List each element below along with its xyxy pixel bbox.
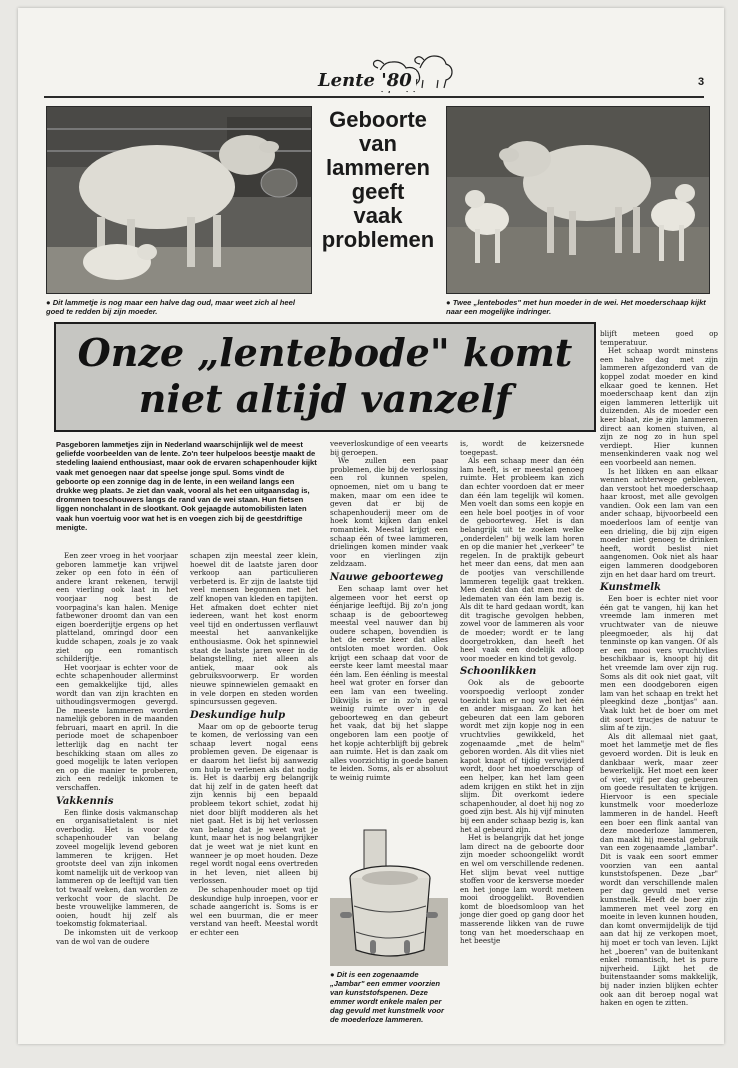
paragraph: Als een schaap meer dan één lam heeft, is er meestal genoeg ruimte. Het probleem kan zich dan echter voordoen dat er meer dan één lam tegelijk wil komen. Men voelt dan soms een kopje en een hele boel pootjes in of voor de geboorteweg. Het is dan belangrijk uit te zoeken welke „onderdelen" bij welk lam horen en op die manier het „verkeer" te regelen. In de praktijk gebeurt het meer dan eens, dat men aan de pootjes van verschillende lammeren tegelijk gaat trekken. Men denkt dan dat men met de ledematen van één lam bezig is. Als dit te hard gedaan wordt, kan dit tragische gevolgen hebben, zowel voor de lammeren als voor de moeder; wordt er te lang doorgetrokken, dan heeft het heel vaak een dodelijk afloop voor moeder en kind tot gevolg.	[460, 456, 584, 663]
newspaper-page	[18, 8, 724, 1044]
sub-headline-line: van	[359, 131, 397, 156]
paragraph: Het schaap wordt minstens een halve dag met zijn lammeren afgezonderd van de koppel zodat moeder en kind elkaar goed te kennen. Het moederschaap kent dan zijn eigen lammeren letterlijk uit duizenden. Als de moeder een keer blaat, zie je zijn lammeren direct aan komen stuiven, al zijn ze nog zo in hun spel verdiept. Hier kunnen mensenkinderen vaak nog wel een voorbeeld aan nemen.	[600, 346, 718, 467]
headline-line-2: niet altijd vanzelf	[138, 376, 512, 421]
sub-headline-line: Geboorte	[329, 107, 427, 132]
paragraph: Ook als de geboorte voorspoedig verloopt zonder toezicht kan er nog wel het één en ander misgaan. Zo kan het gebeuren dat een lam geboren wordt met zijn kopje nog in een vruchtvlies gewikkeld, het zogenaamde „met de helm" geboren worden. Als dit vlies niet kapot knapt of tijdig verwijderd wordt, door het moederschap of een helper, kan het lam geen adem krijgen en stikt het in zijn slijm. Dit overkomt iedere schapenhouder, al doet hij nog zo goed zijn best. Als hij vijf minuten bij een ander schaap bezig is, kan het al gebeurd zijn.	[460, 678, 584, 834]
paragraph: Is het likken en aan elkaar wennen achterwege gebleven, dan verstoot het moederschaap haar kroost, met alle gevolgen vandien. Ook een lam van een ander schaap, bijvoorbeeld een moederloos lam of eentje van een drieling, die bij zijn eigen moeder niet genoeg te drinken heeft, wordt beslist niet aangenomen. Ook niet als haar eigen lammeren doodgeboren zijn en het daar hard om treurt.	[600, 466, 718, 579]
sub-headline-line: problemen	[321, 227, 435, 252]
sub-headline	[312, 108, 444, 252]
article-column-3	[330, 440, 448, 783]
paragraph: Als dit allemaal niet gaat, moet het lammetje met de fles gevoerd worden. Dit is leuk en dankbaar werk, maar zeer bewerkelijk. Het moet een keer of vier, vijf per dag gebeuren om goede resultaten te krijgen. Hiervoor is een speciale kunstmelk voor moederloze lammeren in de handel. Heeft een boer een flink aantal van deze moederloze lammeren, dan maakt hij meestal gebruik van een zogenaamde „lambar". Dit is vaak een soort emmer voorzien van een aantal kunststofspenen. Deze „bar" wordt dan verschillende malen per dag gevuld met verse kunstmelk. Heeft de boer zijn lammeren met veel zorg en moeite in leven kunnen houden, dan komt onvermijdelijk de tijd aan dat hij ze verkopen moet, hij moet er toch van leven. Lijkt het „boeren" van de buitenkant enkel romantisch, het is pure nijverheid. Lijkt het de buitenstaander soms makkelijk, bij nader inzien blijken echter ook aan dit beroep nogal wat haken en ogen te zitten.	[600, 731, 718, 1008]
subheading-vakkennis: Vakkennis	[56, 795, 114, 807]
photo-caption-right: ● Twee „lentebodes" met hun moeder in de wei. Het moederschaap kijkt naar een mogelijke indringer.	[446, 298, 706, 316]
paragraph: Het is belangrijk dat het jonge lam direct na de geboorte door zijn moeder schoongelikt wordt en wel om verschillende redenen. Het slijm bevat veel nuttige stoffen voor de kersverse moeder en het jonge lam wordt meteen mooi drooggelikt. Bovendien komt de bloedsomloop van het jonge dier goed op gang door het masserende likken van de ruwe tong van het moederschaap en het beestje	[460, 833, 584, 946]
header-rule	[44, 96, 704, 98]
lead-paragraph: Pasgeboren lammetjes zijn in Nederland waarschijnlijk wel de meest geliefde voorbeelden van de lente. Zo'n teer hulpeloos beestje maakt de stedeling laaiend enthousiast, maar ook de ervaren schapenhouder kijkt vaak met genoegen naar dat speelse jonge spul. Soms vindt de geboorte op een zonnige dag in de lente, in een weiland langs een drukke weg plaats. Je ziet dan vaak, vooral als het een uitgaansdag is, drommen toeschouwers langs de rand van de wei staan. Hun fietsen liggen nonchalant in de slootkant. Ook gejaagde automobilisten laten vaak hun voertuig voor wat het is en voegen zich bij de geestdriftige menigte.	[56, 440, 317, 532]
paragraph: Een boer is echter niet voor één gat te vangen, hij kan het vreemde lam inmeren met vruchtwater van de nieuwe pleegmoeder, als hij dat tenminste op kan vangen. Of als er een mooi vers vruchtvlies beschikbaar is, knoopt hij dit het vreemde lam over zijn rug. Soms als dit ook niet gaat, vilt men een doodgeboren eigen lam van het schaap en trekt het pleegkind deze „bontjas" aan. Vaak lukt het de boer om met dit soort trucjes de natuur te slim af te zijn.	[600, 594, 718, 733]
paragraph: Maar om op de geboorte terug te komen, de verlossing van een schaap levert nogal eens problemen geven. De eigenaar is er daarom het liefst bij aanwezig om hulp te verlenen als dat nodig is. Het is daarbij erg belangrijk dat hij zelf in de gaten heeft dat zijn kennis bij een bepaald probleem tekort schiet, zodat hij niet door blijft modderen als het niet gaat. Het is bij het verlossen van belang dat je weet wat je kunt, maar het is nog belangrijker dat je weet wat je niet kunt en wanneer je op moet houden. Deze regel wordt nogal eens overtreden in het leven, niet alleen bij verlossen.	[190, 721, 318, 886]
subheading-schoonlikken: Schoonlikken	[460, 666, 537, 678]
article-column-4	[460, 440, 584, 946]
paragraph: veeverloskundige of een veearts bij geroepen.	[330, 439, 448, 457]
paragraph: Een flinke dosis vakmanschap en organisatietalent is niet overbodig. Het is voor de schapenhouder van belang zoveel mogelijk levend geboren lammeren te krijgen. Het grootste deel van zijn inkomen komt namelijk uit de verkoop van lammeren op de leeftijd van tien tot twaalf weken, dan worden ze verkocht voor de slacht. De beste vrouwelijke lammeren, de ooien, houdt hij zelf als toekomstig fokmateriaal.	[56, 807, 178, 929]
paragraph: is, wordt de keizersnede toegepast.	[460, 439, 584, 457]
paragraph: schapen zijn meestal zeer klein, hoewel dit de laatste jaren door verkoop aan particulieren verbeterd is. Er zijn de laatste tijd veel mensen begonnen met het zelf knopen van kleden en tapijten. Het afmaken doet echter niet iedereen, want het kost enorm veel tijd en ondertussen verflauwt meestal het aanvankelijke enthousiasme. Ook het spinnewiel staat de laatste jaren weer in de belangstelling, niet alleen als antiek, maar ook als gebruiksvoorwerp. Er worden nieuwe spinnewielen gemaakt en in vele dorpen en steden worden spincursussen gegeven.	[190, 551, 318, 707]
masthead-title: Lente '80	[314, 70, 416, 91]
paragraph: De inkomsten uit de verkoop van de wol van de oudere	[56, 927, 178, 946]
sub-headline-line: geeft	[351, 179, 405, 204]
photo-caption-left: ● Dit lammetje is nog maar een halve dag oud, maar weet zich al heel goed te redden bij zijn moeder.	[46, 298, 295, 316]
paragraph: Een schaap lamt over het algemeen voor het eerst op éénjarige leeftijd. Bij zo'n jong schaap is de geboorteweg meestal veel nauwer dan bij oudere schapen, bovendien is het de eerste keer dat alles ontsloten moet worden. Ook krijgt een schaap dat voor de eerste keer lamt meestal maar één lam. Een éénling is meestal heel wat groter en forser dan een lam van een tweeling. Dikwijls is er in zo'n geval weinig ruimte over in de geboorteweg en dan gebeurt het vaak, dat bij het slappe ongeboren lam een pootje of het kopje achterblijft bij gebrek aan ruimte. Het is dan zaak om alles voorzichtig in goede banen te leiden. Soms, als er absoluut te weinig ruimte	[330, 583, 449, 782]
photo-ewe-with-lamb	[46, 106, 312, 294]
article-column-2	[190, 552, 318, 938]
lambar-bucket-illustration	[330, 828, 448, 966]
paragraph: De schapenhouder moet op tijd deskundige hulp inroepen, voor er schade aangericht is. Soms is er wel een buurman, die er meer verstand van heeft. Meestal wordt er echter een	[190, 884, 318, 937]
paragraph: blijft meteen goed op temperatuur.	[600, 329, 718, 347]
paragraph: We zullen een paar problemen, die bij de verlossing een rol kunnen spelen, opnoemen, niet om u bang te maken, maar om een idee te geven dat er bij de schapenhouderij meer om de hoek komt kijken dan enkel romantiek. Meestal krijgt een schaap één of twee lammeren, drielingen komen minder vaak voor en vierlingen zijn zeldzaam.	[330, 456, 448, 569]
headline-line-1: Onze „lentebode" komt	[77, 330, 573, 375]
article-column-1	[56, 552, 178, 946]
subheading-kunstmelk: Kunstmelk	[600, 582, 661, 594]
sheep-field-illustration	[447, 107, 709, 293]
sub-headline-line: lammeren	[326, 155, 430, 180]
subheading-nauwe-geboorteweg: Nauwe geboorteweg	[330, 571, 444, 583]
photo-ewe-with-two-lambs	[446, 106, 710, 294]
paragraph: Het voorjaar is echter voor de echte schapenhouder allerminst een gemakkelijke tijd, alles wordt dan van zijn krachten en uithoudingsvermogen gevergd. De meeste lammeren worden namelijk geboren in de maanden februari, maart en april. In die periode moet de schapenboer letterlijk dag en nacht ter beschikking staan om alles zo goed mogelijk te laten verlopen en op die manier te proberen, zich een redelijk inkomen te verschaffen.	[56, 662, 178, 793]
page-number: 3	[698, 76, 705, 88]
article-column-5	[600, 330, 718, 1008]
paragraph: Een zeer vroeg in het voorjaar geboren lammetje kan vrijwel zeker op een foto in één of andere krant rekenen, terwijl een vierling ook laat in het voorjaar nog best de voorpagina's kan halen. Menige fatbewoner droomt dan van een eigen boerderijtje ergens op het platteland, omringd door een kudde schapen, zoals je zo vaak ziet op een romantisch schilderijtje.	[56, 551, 178, 664]
headline-box	[54, 322, 596, 432]
headline	[56, 330, 594, 422]
illustration-caption: ● Dit is een zogenaamde „Jambar" een emmer voorzien van kunststofspenen. Deze emmer wordt enkele malen per dag gevuld met kunstmelk voor de moederloze lammeren.	[330, 970, 444, 1024]
sheep-illustration	[47, 107, 311, 293]
subheading-deskundige-hulp: Deskundige hulp	[190, 709, 286, 721]
sub-headline-line: vaak	[353, 203, 403, 228]
